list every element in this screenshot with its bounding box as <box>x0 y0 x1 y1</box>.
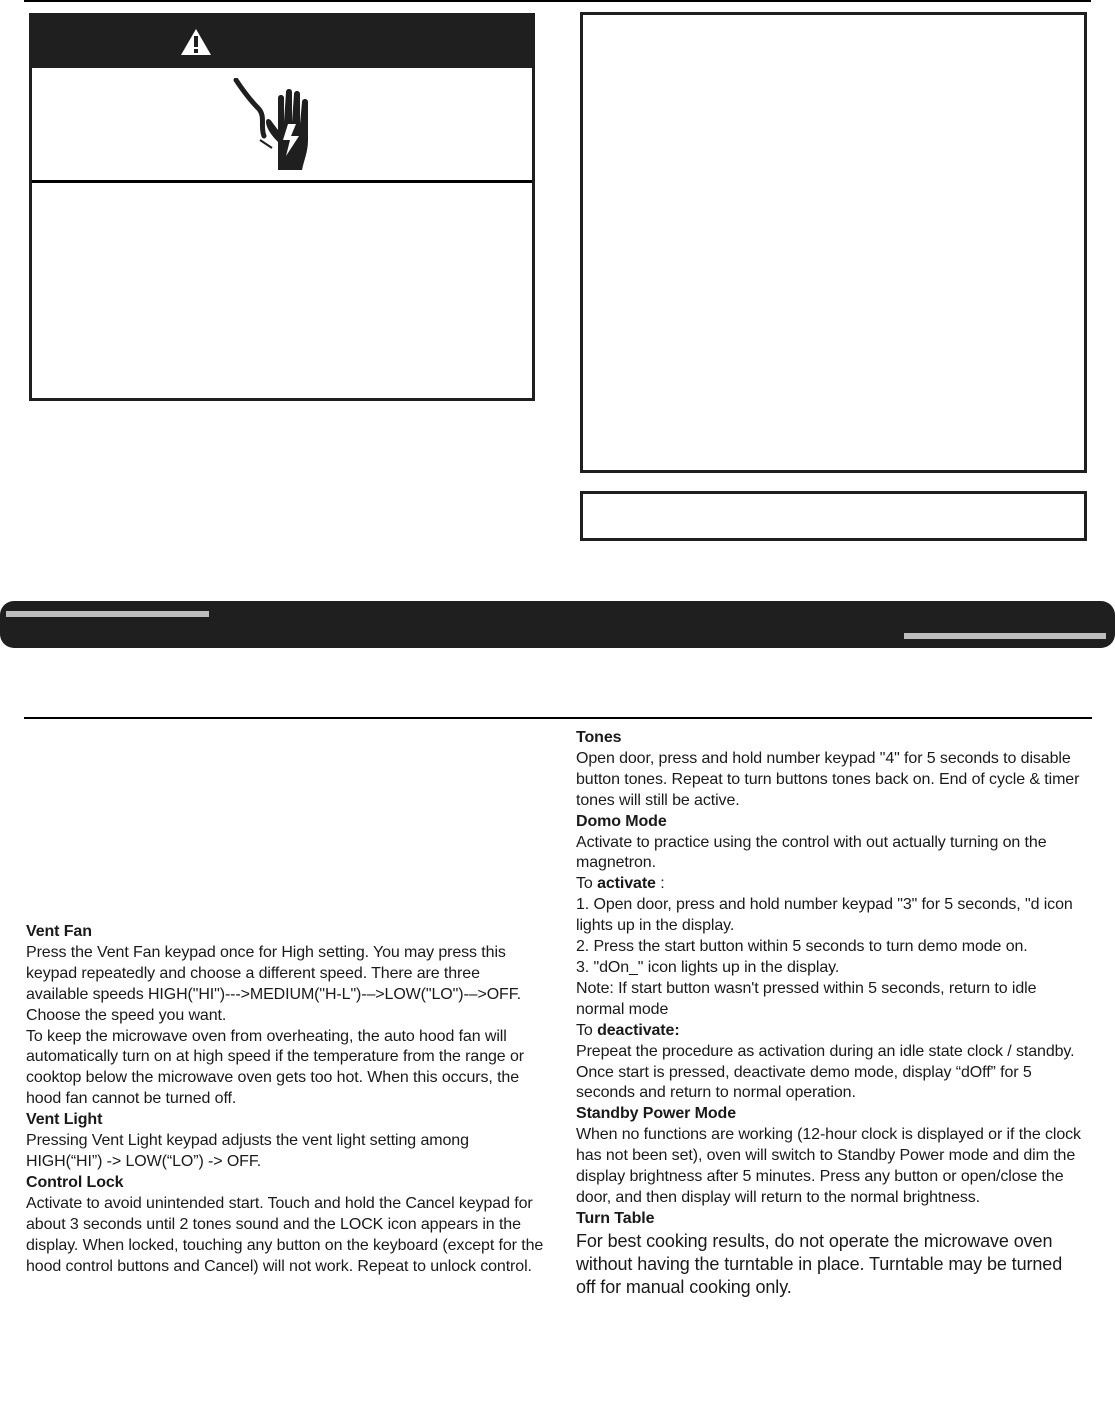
demo-deactivate-line <box>576 1021 1084 1042</box>
demo-activate-prefix: To <box>576 875 593 893</box>
banner-stripe-right <box>904 633 1106 639</box>
vent-fan-heading: Vent Fan <box>26 923 92 940</box>
demo-deactivate-prefix: To <box>576 1021 593 1039</box>
vent-light-text: Pressing Vent Light keypad adjusts the vent light setting among HIGH(“HI”) -> LOW(“LO”) -> OFF. <box>26 1132 469 1170</box>
demo-activate-line <box>576 874 1084 895</box>
info-box-small <box>580 491 1087 541</box>
warning-divider <box>32 180 532 183</box>
control-lock-text: Activate to avoid unintended start. Touch and hold the Cancel keypad for about 3 seconds until 2 tones sound and the LOCK icon appears in the display. When locked, touching any button on the keyboard (except for the hood control buttons and Cancel) will not work. Repeat to unlock control. <box>26 1194 544 1275</box>
standby-heading: Standby Power Mode <box>576 1105 736 1123</box>
warning-header <box>32 16 532 68</box>
info-box-large <box>580 12 1087 473</box>
demo-deactivate-text: Prepeat the procedure as activation during an idle state clock / standby. Once start is pressed, deactivate demo mode, display “dOff” for 5 seconds and return to normal operation. <box>576 1042 1075 1102</box>
right-column <box>576 728 1084 1299</box>
demo-activate-word: activate <box>597 875 656 893</box>
vent-fan-overheat-text: To keep the microwave oven from overheating, the auto hood fan will automatically turn on at high speed if the temperature from the range or cooktop below the microwave oven gets too hot. When this occurs, the hood fan cannot be turned off. <box>26 1027 524 1108</box>
section-rule <box>24 717 1092 719</box>
demo-step-3: 3. "dOn_" icon lights up in the display. <box>576 958 840 976</box>
demo-step-1: 1. Open door, press and hold number keypad "3" for 5 seconds, "d icon lights up in the display. <box>576 896 1073 935</box>
warning-triangle-icon <box>180 28 212 56</box>
banner-stripe-left <box>6 611 209 617</box>
turn-table-heading: Turn Table <box>576 1209 655 1227</box>
demo-deactivate-word: deactivate: <box>597 1021 680 1039</box>
tones-text: Open door, press and hold number keypad "4" for 5 seconds to disable button tones. Repeat to turn buttons tones back on. End of cycle & timer tones will still be active. <box>576 749 1080 809</box>
top-rule <box>24 0 1091 2</box>
control-lock-heading: Control Lock <box>26 1173 124 1191</box>
vent-fan-text: Press the Vent Fan keypad once for High setting. You may press this keypad repeatedly and choose a different speed. There are three available speeds HIGH("HI")--->MEDIUM("H-L")-–>LOW("LO")-–>OFF. Choose the speed you want. <box>26 943 521 1024</box>
standby-text: When no functions are working (12-hour clock is displayed or if the clock has not been set), oven will switch to Standby Power mode and dim the display brightness after 5 minutes. Press any button or open/close the door, and then display will return to the normal brightness. <box>576 1126 1081 1206</box>
demo-mode-heading: Domo Mode <box>576 812 667 830</box>
electrical-shock-hand-icon <box>230 78 320 182</box>
vent-light-heading: Vent Light <box>26 1111 103 1129</box>
demo-mode-text: Activate to practice using the control with out actually turning on the magnetron. <box>576 833 1047 872</box>
warning-panel <box>29 13 535 401</box>
section-banner <box>0 601 1115 648</box>
demo-activate-suffix: : <box>655 875 665 893</box>
demo-note: Note: If start button wasn't pressed within 5 seconds, return to idle normal mode <box>576 979 1037 1018</box>
left-column <box>26 922 546 1277</box>
demo-step-2: 2. Press the start button within 5 seconds to turn demo mode on. <box>576 938 1028 956</box>
turn-table-text: For best cooking results, do not operate the microwave oven without having the turntable in place. Turntable may be turned off for manual cooking only. <box>576 1230 1063 1297</box>
tones-heading: Tones <box>576 729 622 746</box>
